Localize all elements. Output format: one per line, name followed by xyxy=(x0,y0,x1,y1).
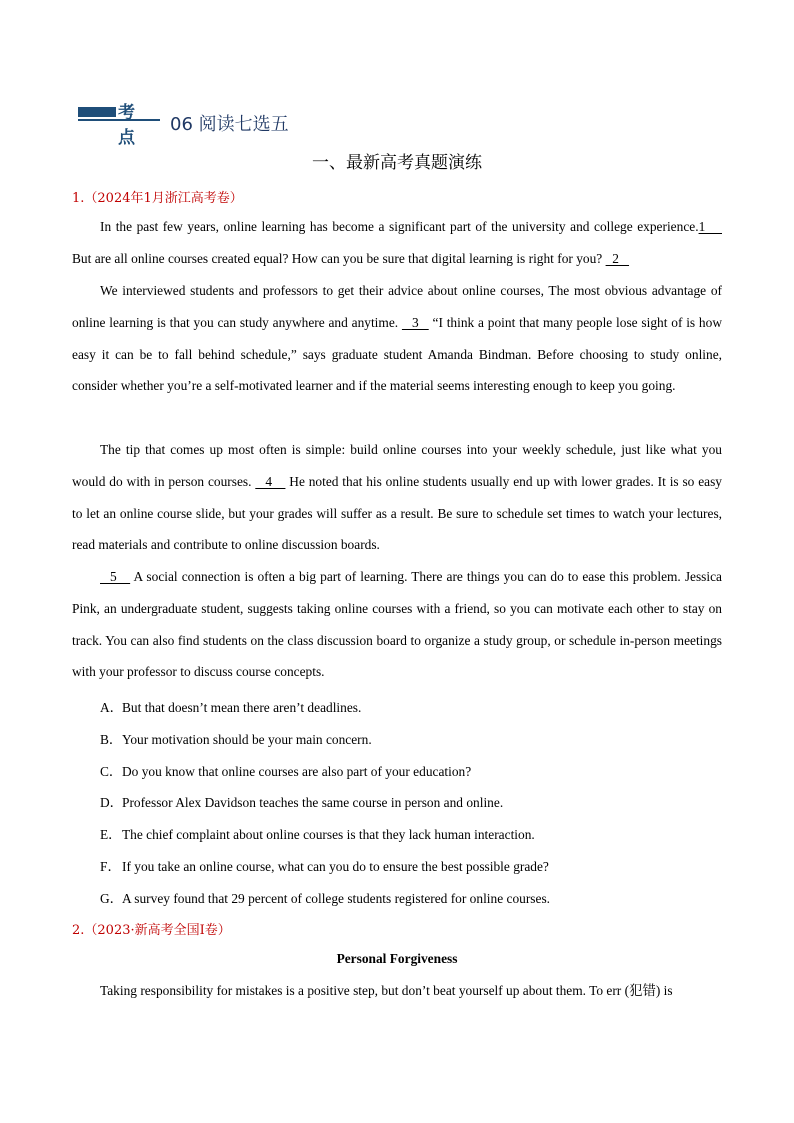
option-g xyxy=(100,888,550,907)
option-text: But that doesn’t mean there aren’t deadlines. xyxy=(122,700,362,715)
passage-title: Personal Forgiveness xyxy=(336,951,458,966)
option-text: Do you know that online courses are also part of your education? xyxy=(122,764,472,779)
option-text: A survey found that 29 percent of college students registered for online courses. xyxy=(122,891,551,906)
option-text: Professor Alex Davidson teaches the same course in person and online. xyxy=(122,795,504,810)
blank-2: 2 xyxy=(605,250,630,266)
q1-p1-text: In the past few years, online learning has become a significant part of the university and college experience. xyxy=(100,219,699,234)
topic-bar-decoration xyxy=(78,107,116,117)
q1-p2-text2: “I think a point that many people lose sight of is how easy it can be to fall behind schedule,” says graduate student Amanda Bindman. Before choosing to study online, consider whether you’re a self-motivated learner and if the material seems interesting enough to keep you going. xyxy=(72,314,722,394)
q1-paragraph-1 xyxy=(72,211,722,275)
q1-p1-text2: But are all online courses created equal? How can you be sure that digital learning is right for you? xyxy=(72,250,606,266)
blank-5: 5 xyxy=(100,569,131,584)
option-text: If you take an online course, what can you do to ensure the best possible grade? xyxy=(122,859,549,874)
option-letter: E． xyxy=(100,827,122,842)
blank-3: 3 xyxy=(401,314,429,330)
option-letter: F． xyxy=(100,859,121,874)
q2-p1-text: Taking responsibility for mistakes is a positive step, but don’t beat yourself up about them. To err (犯错) is xyxy=(100,983,673,998)
option-letter: C． xyxy=(100,764,123,779)
q1-p2-text: We interviewed students and professors to get their advice about online courses, The most obvious advantage of online learning is that you can study anywhere and anytime. xyxy=(72,283,722,330)
q1-p3-text: The tip that comes up most often is simple: build online courses into your weekly schedule, just like what you would do with in person courses. xyxy=(72,442,722,489)
q1-p3-text2: He noted that his online students usually end up with lower grades. It is so easy to let an online course slide, but your grades will suffer as a result. Be sure to schedule set times to watch your lectures, read materials and contribute to online discussion boards. xyxy=(72,473,722,553)
option-letter: A． xyxy=(100,700,124,715)
question-1-label: 1.（2024年1月浙江高考卷） xyxy=(72,191,243,206)
question-2-label: 2.（2023·新高考全国Ⅰ卷） xyxy=(72,923,231,938)
option-d xyxy=(100,792,503,811)
q1-paragraph-2 xyxy=(72,275,722,402)
option-b xyxy=(100,729,372,748)
q1-p4-text: A social connection is often a big part of learning. There are things you can do to ease this problem. Jessica Pink, an undergraduate student, suggests taking online courses with a friend, so you can motivate each other to stay on track. You can also find students on the class discussion board to organize a study group, or schedule in-person meetings with your professor to discuss course concepts. xyxy=(72,569,722,680)
option-f xyxy=(100,856,549,875)
blank-1: 1 xyxy=(698,219,722,234)
option-a xyxy=(100,697,361,716)
q2-paragraph-1 xyxy=(72,975,722,1007)
q1-paragraph-3 xyxy=(72,434,722,561)
option-text: The chief complaint about online courses is that they lack human interaction. xyxy=(122,827,535,842)
option-c xyxy=(100,761,471,780)
q1-paragraph-4 xyxy=(72,561,722,688)
topic-title: 06 阅读七选五 xyxy=(170,114,289,135)
option-text: Your motivation should be your main concern. xyxy=(122,732,372,747)
option-letter: B． xyxy=(100,732,123,747)
option-letter: D． xyxy=(100,795,124,810)
blank-4: 4 xyxy=(255,473,286,489)
topic-badge: 考点 xyxy=(118,103,136,148)
section-heading: 一、最新高考真题演练 xyxy=(312,153,482,173)
option-letter: G． xyxy=(100,891,124,906)
option-e xyxy=(100,824,535,843)
